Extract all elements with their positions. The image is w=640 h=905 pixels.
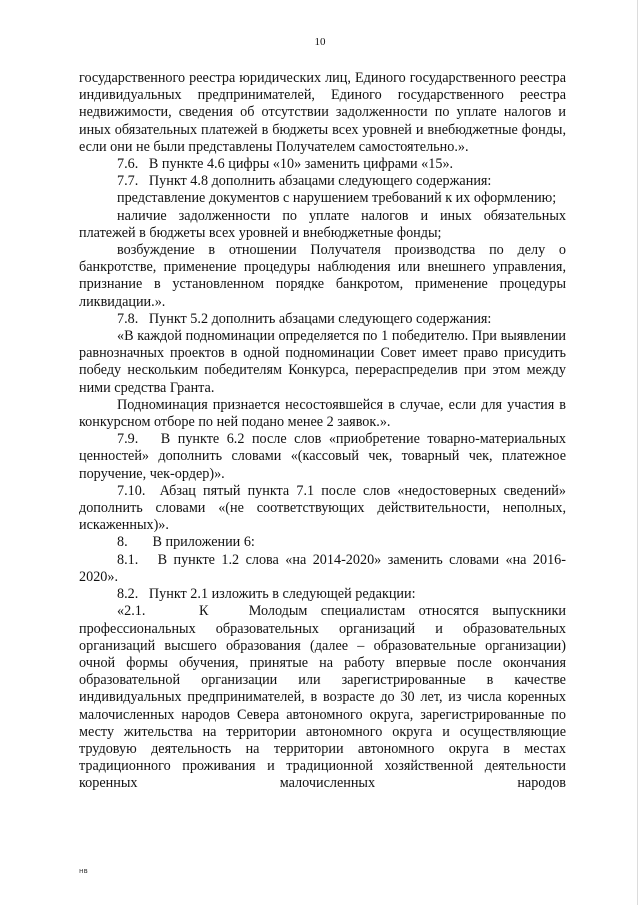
paragraph: 7.10. Абзац пятый пункта 7.1 после слов «недостоверных сведений» дополнить словами «(не соответствующих действительности, неполных, искаженных)». [79,482,566,534]
paragraph: 8.1. В пункте 1.2 слова «на 2014-2020» заменить словами «на 2016-2020». [79,551,566,585]
paragraph: 7.7. Пункт 4.8 дополнить абзацами следующего содержания: [117,173,492,190]
paragraph: наличие задолженности по уплате налогов и иных обязательных платежей в бюджеты всех уровней и внебюджетные фонды; [79,207,566,241]
paragraph: «2.1. К Молодым специалистам относятся выпускники профессиональных образовательных организаций и образовательных организаций высшего образования (далее – образовательные организации) очной формы обучения, принятые на работу впервые после окончания образовательной организации или зарегистрированные в качестве индивидуальных предпринимателей, в возрасте до 30 лет, из числа коренных малочисленных народов Севера автономного округа, зарегистрированные по месту жительства на территории автономного округа и осуществляющие трудовую деятельность на территории автономного округа в местах традиционного проживания и традиционной хозяйственной деятельности коренных малочисленных народов [79,603,566,792]
paragraph: представление документов с нарушением требований к их оформлению; [117,190,557,207]
paragraph: «В каждой подноминации определяется по 1 победителю. При выявлении равнозначных проектов в одной подноминации Совет имеет право присудить победу нескольким победителям Конкурса, перераспределив при этом между ними средства Гранта. [79,328,566,396]
paragraph: 7.6. В пункте 4.6 цифры «10» заменить цифрами «15». [117,156,454,173]
paragraph: государственного реестра юридических лиц, Единого государственного реестра индивидуальных предпринимателей, Единого государственного реестра недвижимости, сведения об отсутствии задолженности по уплате налогов и иных обязательных платежей в бюджеты всех уровней и внебюджетные фонды, если они не были представлены Получателем самостоятельно.». [79,70,566,155]
footer-mark: нв [79,867,88,875]
paragraph: 8. В приложении 6: [117,534,255,551]
paragraph: возбуждение в отношении Получателя производства по делу о банкротстве, применение процедуры наблюдения или внешнего управления, признание в установленном порядке банкротом, применение процедуры ликвидации.». [79,242,566,310]
document-body [79,70,566,793]
page-edge-line [637,0,638,905]
page-number: 10 [314,36,326,48]
paragraph: 8.2. Пункт 2.1 изложить в следующей редакции: [117,586,416,603]
paragraph: 7.9. В пункте 6.2 после слов «приобретение товарно-материальных ценностей» дополнить словами «(кассовый чек, товарный чек, платежное поручение, чек-ордер)». [79,431,566,482]
paragraph: 7.8. Пункт 5.2 дополнить абзацами следующего содержания: [117,310,492,327]
paragraph: Подноминация признается несостоявшейся в случае, если для участия в конкурсном отборе по ней подано менее 2 заявок.». [79,396,566,431]
